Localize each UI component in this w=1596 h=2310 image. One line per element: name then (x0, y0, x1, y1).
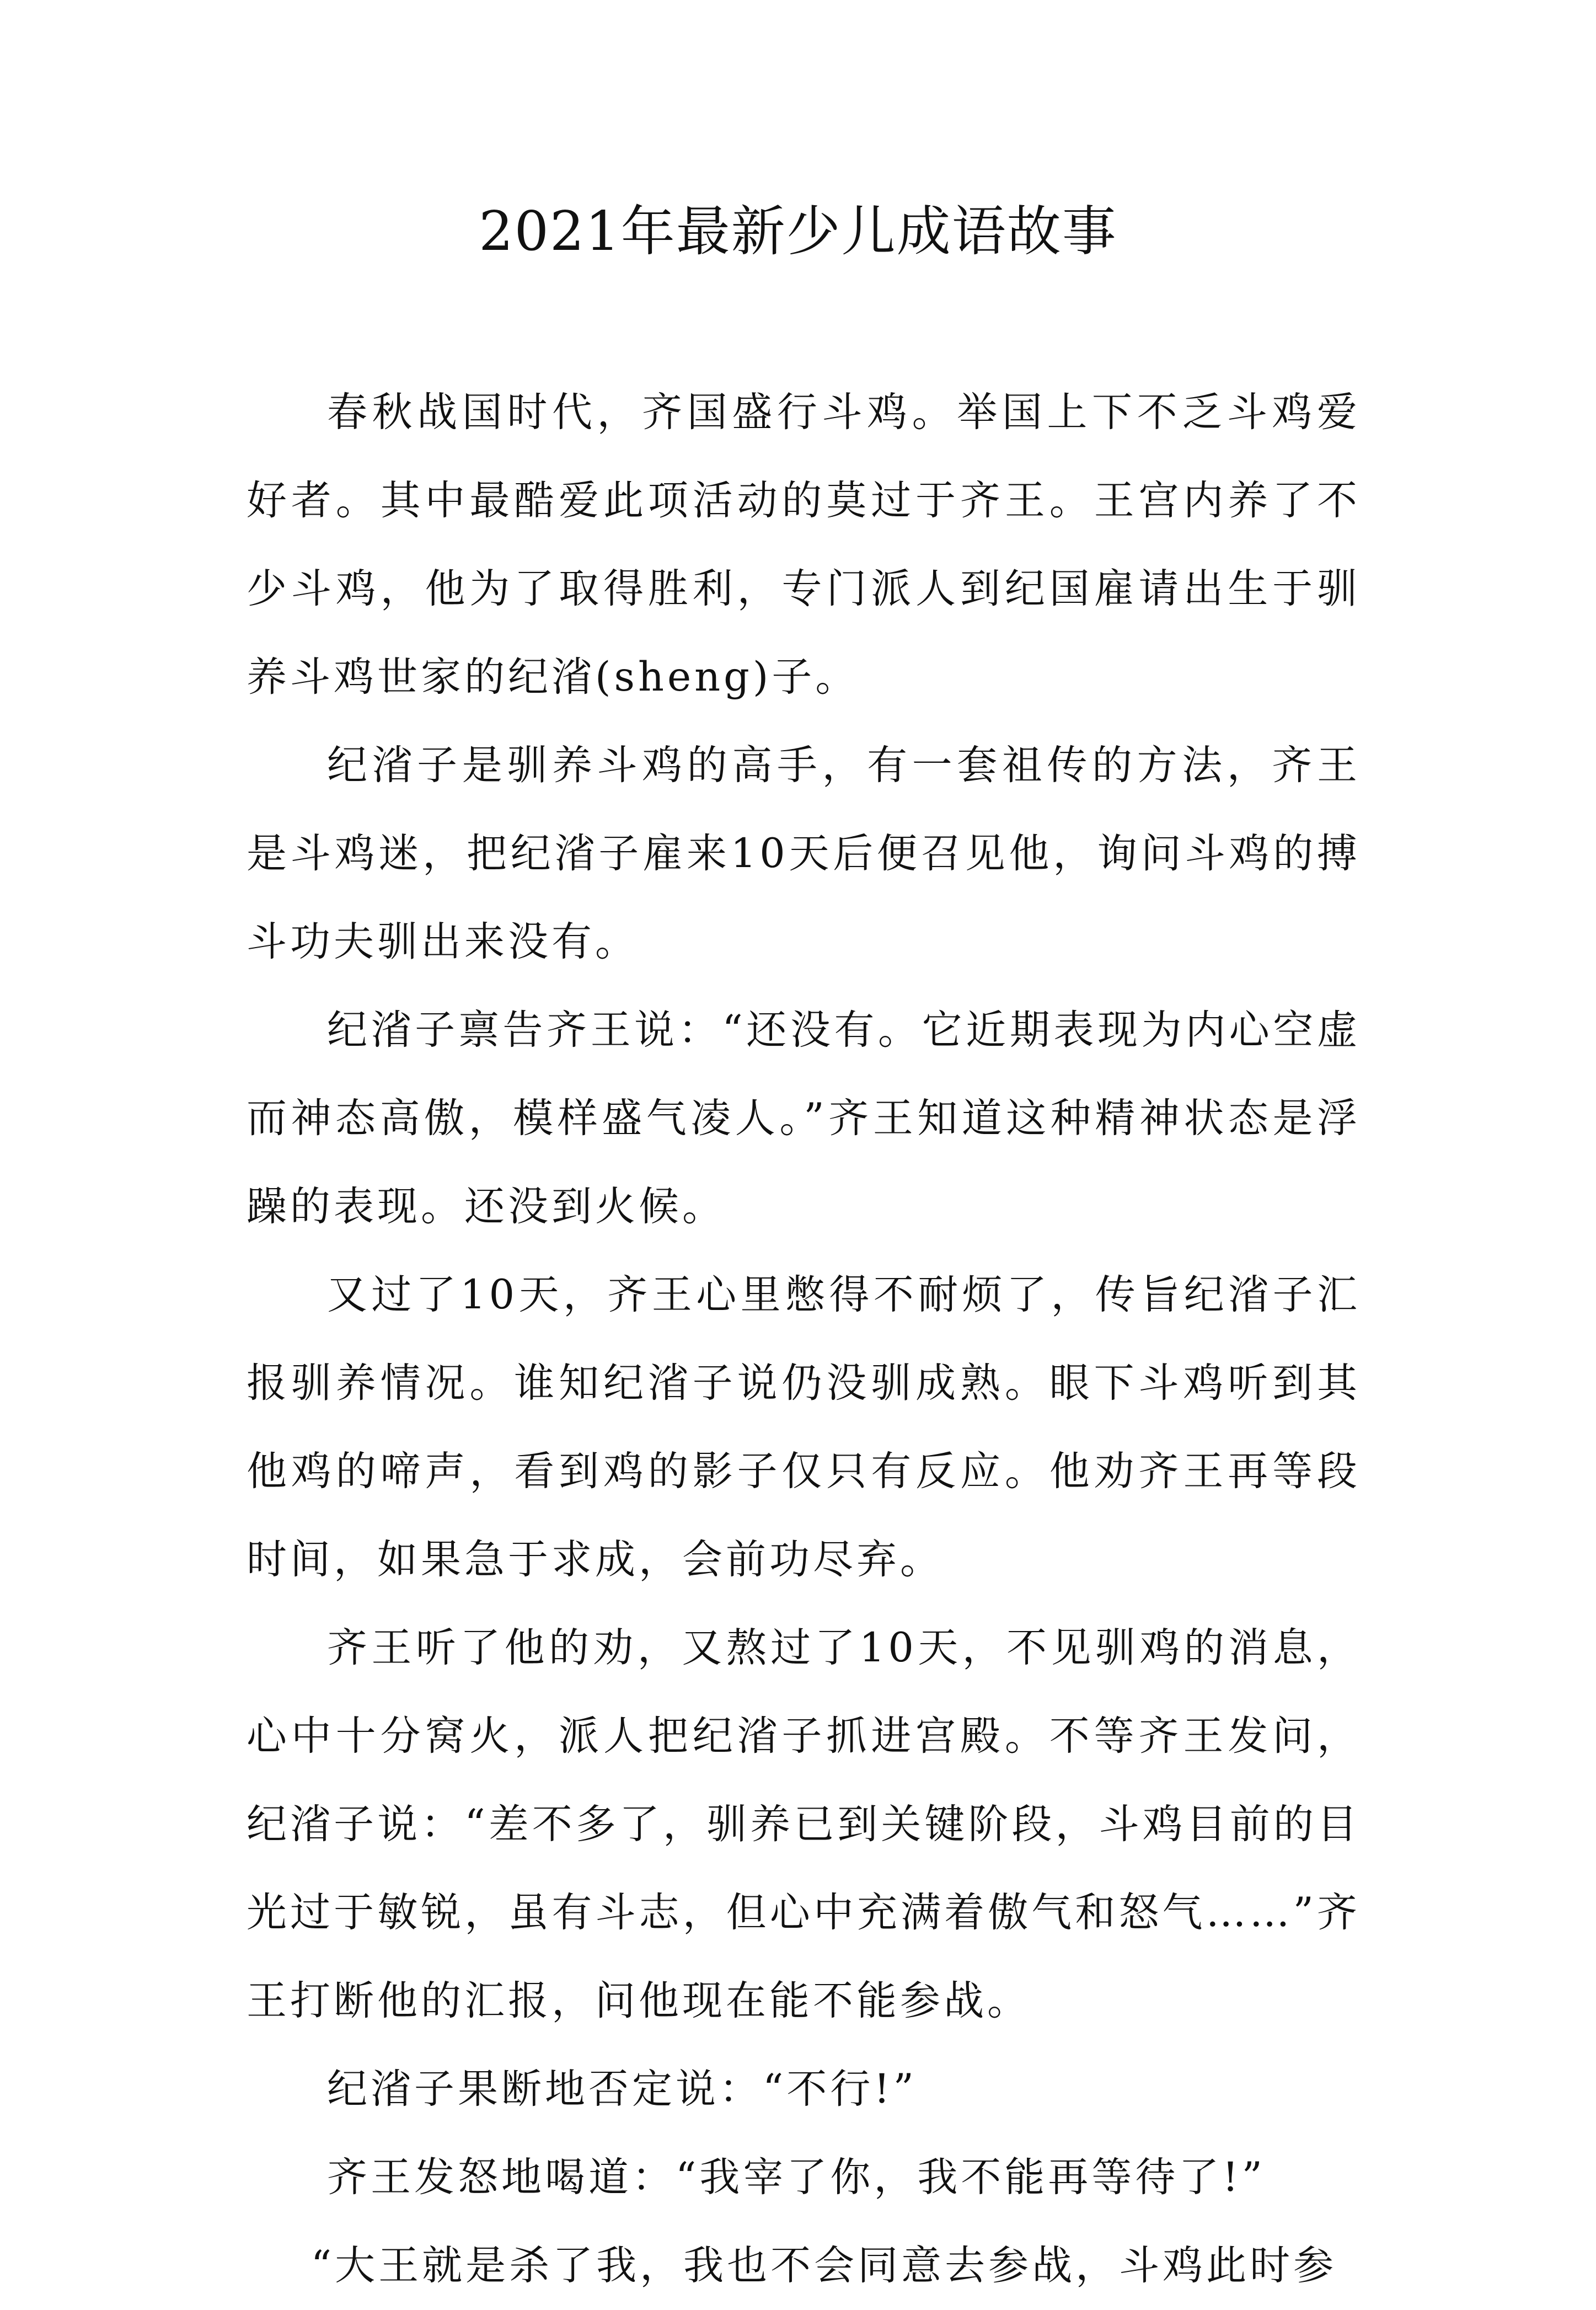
paragraph: 纪渻子果断地否定说：“不行!” (327, 2066, 917, 2113)
paragraph: 纪渻子禀告齐王说：“还没有。它近期表现为内心空虚而神态高傲，模样盛气凌人。”齐王知道这种精神状态是浮躁的表现。还没到火候。 (247, 1007, 1361, 1230)
document-title: 2021年最新少儿成语故事 (479, 200, 1117, 263)
paragraph: 春秋战国时代，齐国盛行斗鸡。举国上下不乏斗鸡爱好者。其中最酷爱此项活动的莫过于齐王。王宫内养了不少斗鸡，他为了取得胜利，专门派人到纪国雇请出生于驯养斗鸡世家的纪渻(sheng)子。 (247, 389, 1361, 701)
paragraph: “大王就是杀了我，我也不会同意去参战，斗鸡此时参 (310, 2242, 1337, 2289)
paragraph: 齐王发怒地喝道：“我宰了你，我不能再等待了!” (327, 2154, 1266, 2201)
paragraph: 又过了10天，齐王心里憋得不耐烦了，传旨纪渻子汇报驯养情况。谁知纪渻子说仍没驯成熟。眼下斗鸡听到其他鸡的啼声，看到鸡的影子仅只有反应。他劝齐王再等段时间，如果急于求成，会前功尽弃。 (247, 1271, 1361, 1583)
paragraph: 纪渻子是驯养斗鸡的高手，有一套祖传的方法，齐王是斗鸡迷，把纪渻子雇来10天后便召见他，询问斗鸡的搏斗功夫驯出来没有。 (247, 742, 1361, 965)
document-body (247, 368, 1361, 2310)
paragraph: 齐王听了他的劝，又熬过了10天，不见驯鸡的消息，心中十分窝火，派人把纪渻子抓进宫殿。不等齐王发问，纪渻子说：“差不多了，驯养已到关键阶段，斗鸡目前的目光过于敏锐，虽有斗志，但心中充满着傲气和怒气……”齐王打断他的汇报，问他现在能不能参战。 (247, 1624, 1361, 2024)
